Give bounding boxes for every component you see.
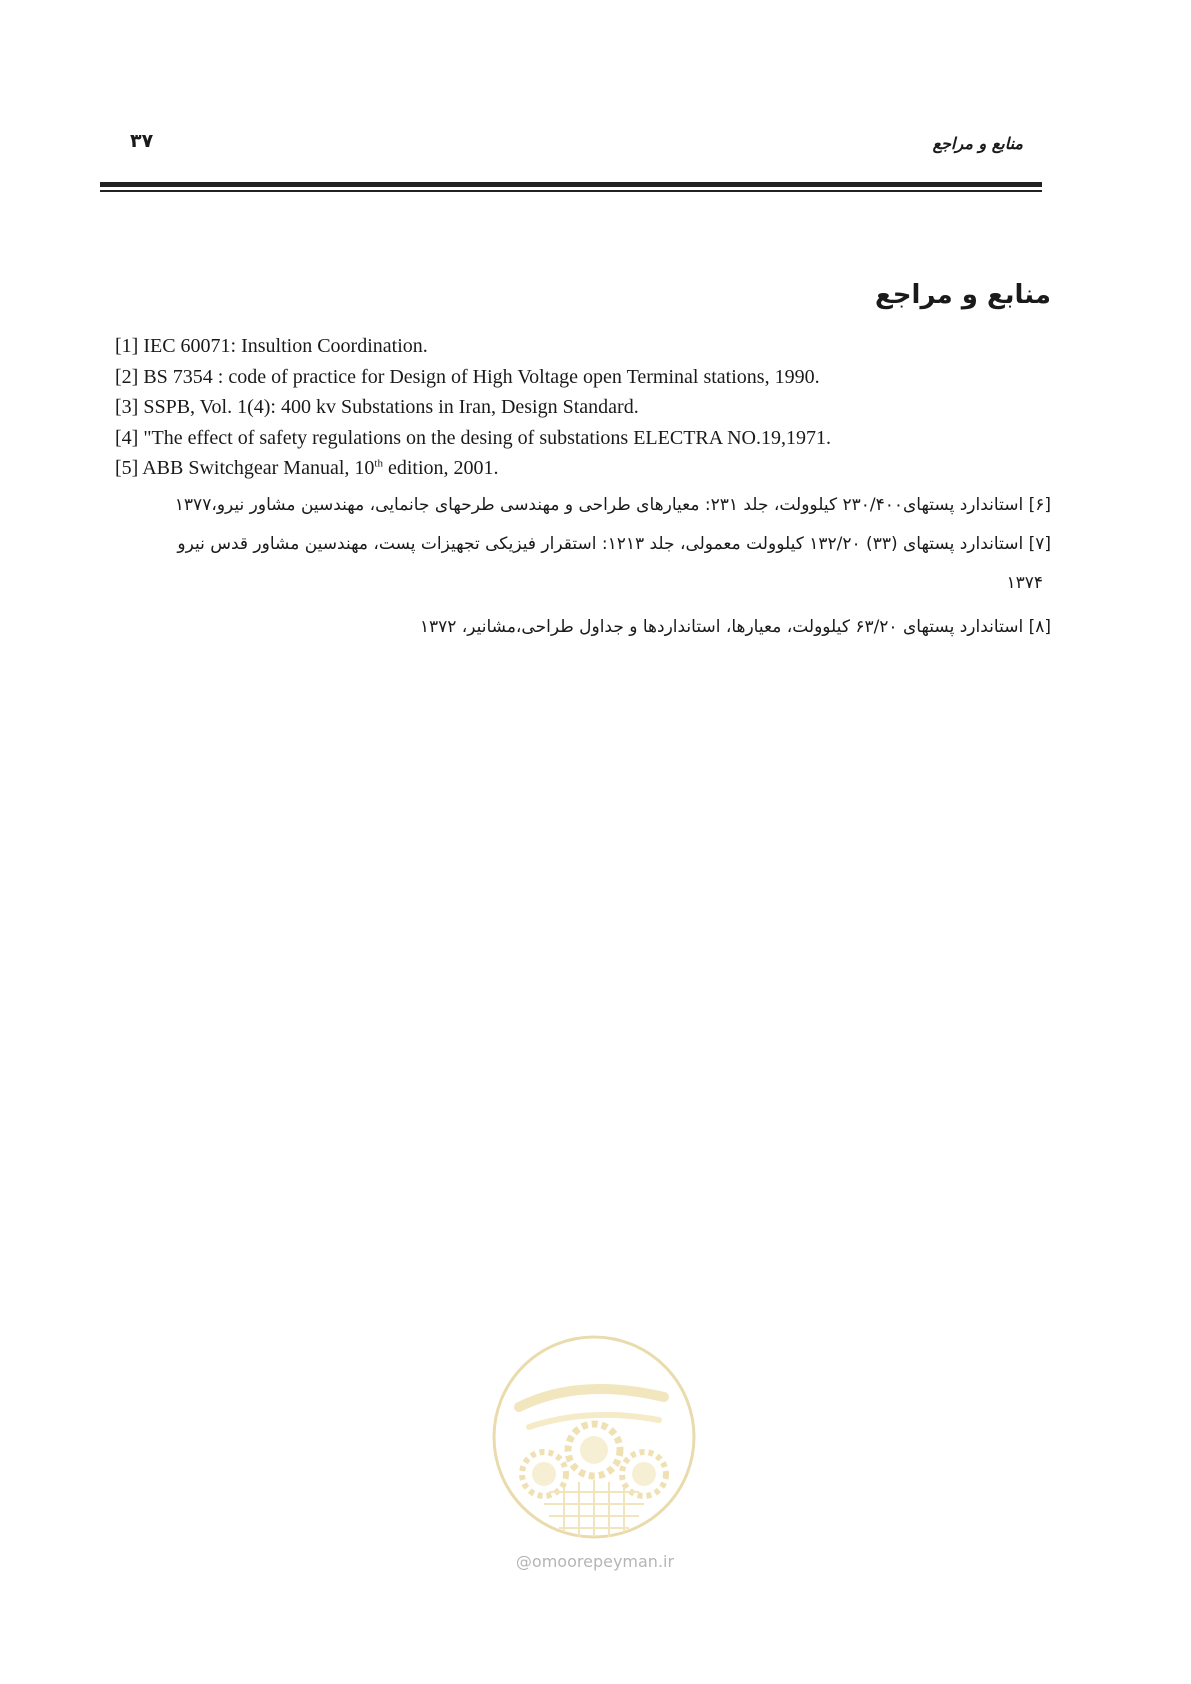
- reference-item: [3] SSPB, Vol. 1(4): 400 kv Substations in Iran, Design Standard.: [115, 396, 639, 418]
- watermark-url: @omoorepeyman.ir: [515, 1552, 675, 1571]
- reference-item: [4] "The effect of safety regulations on the desing of substations ELECTRA NO.19,1971.: [115, 426, 831, 449]
- references-persian: [131, 488, 1051, 649]
- section-title: منابع و مراجع: [875, 280, 1051, 310]
- reference-item: [۷] استاندارد پستهای (۳۳) ۱۳۲/۲۰ کیلوولت معمولی، جلد ۱۲۱۳: استقرار فیزیکی تجهیزات پست، مهندسین مشاور قدس نیرو: [177, 534, 1051, 554]
- reference-text: [5] ABB Switchgear Manual, 10: [115, 457, 375, 479]
- reference-item: [115, 453, 1015, 484]
- watermark-emblem-icon: [489, 1332, 699, 1542]
- header-rule-thick: [100, 182, 1042, 187]
- header-rule-thin: [100, 190, 1042, 192]
- reference-text: edition, 2001.: [382, 457, 499, 479]
- reference-item: [1] IEC 60071: Insultion Coordination.: [115, 335, 428, 357]
- running-header: منابع و مراجع: [932, 134, 1023, 153]
- watermark-logo: [489, 1332, 699, 1542]
- reference-item: [۶] استاندارد پستهای۲۳۰/۴۰۰ کیلوولت، جلد ۲۳۱: معیارهای طراحی و مهندسی طرحهای جانمایی، مهندسین مشاور نیرو،۱۳۷۷: [174, 495, 1051, 515]
- reference-item: [۸] استاندارد پستهای ۶۳/۲۰ کیلوولت، معیارها، استانداردها و جداول طراحی،مشانیر، ۱۳۷۲: [419, 617, 1051, 637]
- reference-item-continuation: ۱۳۷۴: [1006, 573, 1043, 593]
- reference-item: [2] BS 7354 : code of practice for Design of High Voltage open Terminal stations, 1990.: [115, 365, 820, 388]
- reference-superscript: th: [374, 457, 383, 470]
- page-number: ۳۷: [130, 130, 154, 152]
- references-english: [115, 331, 1015, 484]
